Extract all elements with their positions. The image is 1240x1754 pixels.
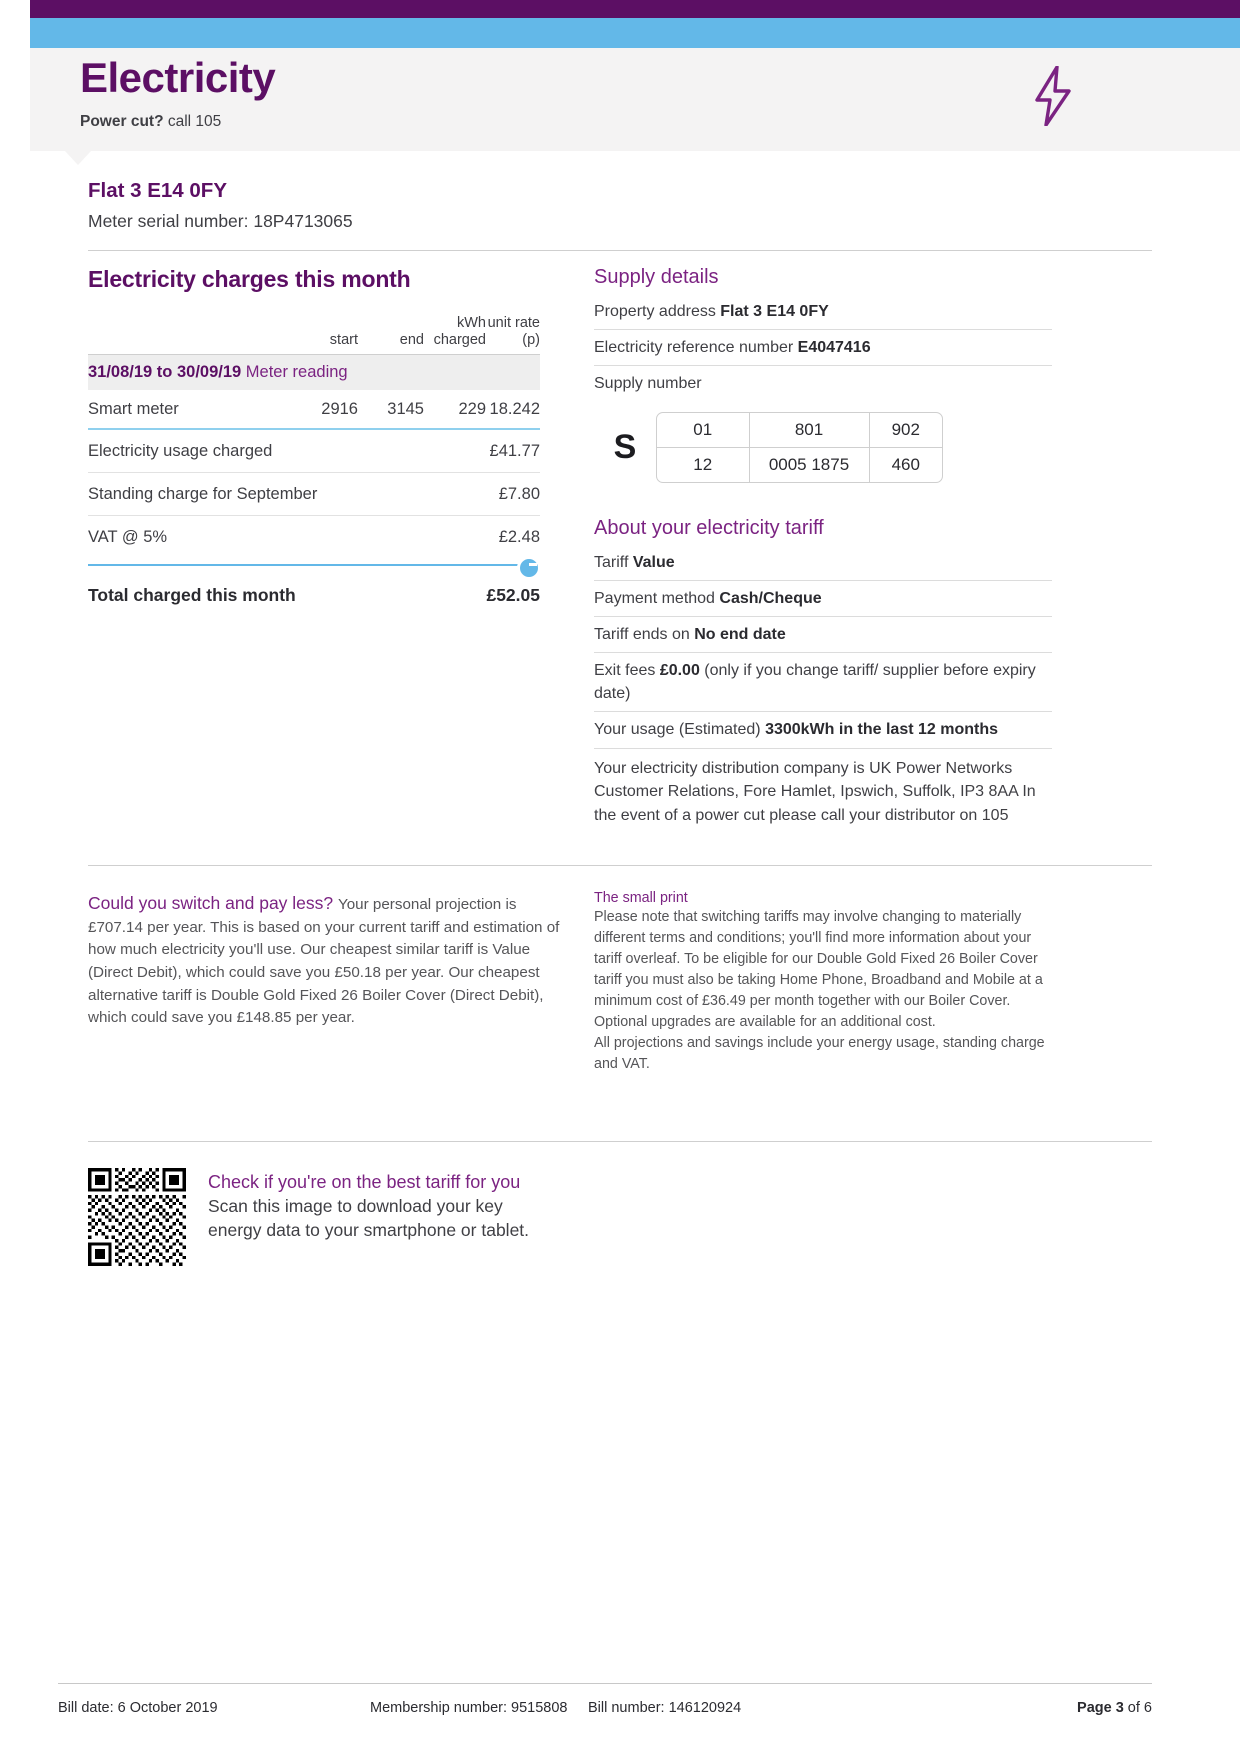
mpan-cell: 801 [749,413,869,448]
charge-label: Standing charge for September [88,473,424,516]
annual-usage-row: Your usage (Estimated) 3300kWh in the last 12 months [594,712,1052,748]
billing-period-label: Meter reading [241,363,348,382]
billing-period-dates: 31/08/19 to 30/09/19 [88,363,242,382]
exit-fees-value: £0.00 [659,662,700,680]
divider-above-switch [88,865,1152,866]
tariff-name-value: Value [632,553,675,571]
reading-kwh-charged: 229 [424,390,486,429]
tariff-end-value: No end date [694,625,786,643]
account-header [88,176,1152,234]
total-accent-divider [88,564,540,566]
mpan-cell: 0005 1875 [749,447,869,482]
billing-period-cell [88,355,540,391]
col-kwh-charged: kWh charged [424,315,486,355]
mpan-cell: 01 [657,413,749,448]
mpan-s-letter: S [613,427,637,466]
top-purple-bar [30,0,1240,18]
supply-details-list [594,294,1052,402]
small-print-paragraph-2: All projections and savings include your energy usage, standing charge and VAT. [594,1035,1045,1073]
divider-above-qr [88,1141,1152,1142]
payment-method-row: Payment method Cash/Cheque [594,581,1052,617]
electricity-reference-value: E4047416 [797,339,871,357]
divider-under-address [88,250,1152,251]
distribution-company-text: Your electricity distribution company is UK Power Networks Customer Relations, Fore Hamlet, Ipswich, Suffolk, IP3 8AA In the event of a power cut please call your distributor on 105 [594,759,1036,824]
property-address-value: Flat 3 E14 0FY [720,302,829,320]
masthead-notch [65,151,91,165]
small-print-paragraph-1: Please note that switching tariffs may involve changing to materially different terms and conditions; you'll find more information about your tariff overleaf. To be eligible for our Double Gold Fixed 26 Boiler Cover tariff you must also be taking Home Phone, Broadband and Mobile at a minimum cost of £36.49 per month together with our Boiler Cover. Optional upgrades are available for an additional cost. [594,909,1043,1031]
col-blank [88,315,278,355]
charge-label: Electricity usage charged [88,429,424,473]
qr-heading: Check if you're on the best tariff for you [208,1172,521,1193]
reading-start: 2916 [278,390,358,429]
tariff-details-list [594,545,1052,834]
table-row [88,473,540,516]
total-label: Total charged this month [88,585,296,606]
reading-end: 3145 [358,390,424,429]
footer-page-number: Page 3 of 6 [1077,1700,1152,1716]
payment-method-value: Cash/Cheque [719,589,822,607]
electricity-reference-row: Electricity reference number E4047416 [594,330,1052,366]
meter-reading-row [88,390,540,429]
qr-promo-block [88,1168,1152,1266]
switch-body: Your personal projection is £707.14 per year. This is based on your current tariff and estimation of how much electricity you'll use. Our cheapest similar tariff is Value (Direct Debit), which could save you £50.18 per year. Our cheapest alternative tariff is Double Gold Fixed 26 Boiler Cover (Direct Debit), which could save you £148.85 per year. [88,896,560,1027]
annual-usage-value: 3300kWh in the last 12 months [765,721,999,739]
charges-table [88,315,540,558]
reading-unit-rate: 18.242 [486,390,540,429]
charge-amount: £7.80 [424,473,540,516]
supply-details-heading: Supply details [594,265,719,288]
col-unit-rate: unit rate (p) [486,315,540,355]
charges-heading: Electricity charges this month [88,265,411,292]
property-address-row: Property address Flat 3 E14 0FY [594,294,1052,330]
switch-heading: Could you switch and pay less? [88,893,338,914]
tariff-end-row: Tariff ends on No end date [594,617,1052,653]
page-title: Electricity [80,54,276,101]
mpan-cell: 460 [869,447,942,482]
footer-bill-date: Bill date: 6 October 2019 [58,1700,218,1716]
mpan-row-bottom [657,447,942,482]
mpan-row-top [657,413,942,448]
table-row [88,429,540,473]
mpan-cell: 902 [869,413,942,448]
charges-table-header-row [88,315,540,355]
power-cut-label: Power cut? [80,113,164,131]
switch-and-save-block [88,890,562,1030]
billing-period-row [88,355,540,391]
small-print-heading: The small print [594,890,688,907]
qr-line-2: energy data to your smartphone or tablet. [208,1219,530,1240]
tariff-heading: About your electricity tariff [594,516,824,539]
charge-amount: £41.77 [424,429,540,473]
meter-type: Smart meter [88,390,278,429]
footer-bill-number: Bill number: 146120924 [588,1700,742,1716]
qr-line-1: Scan this image to download your key [208,1195,503,1216]
qr-code-icon [88,1168,186,1266]
footer-divider [58,1683,1152,1684]
exit-fees-note: (only if you change tariff/ supplier before expiry date) [594,662,1036,703]
mpan-cell: 12 [657,447,749,482]
charge-amount: £2.48 [498,528,540,547]
supply-address: Flat 3 E14 0FY [88,179,228,202]
meter-serial-number: Meter serial number: 18P4713065 [88,210,353,231]
top-blue-bar [30,18,1240,48]
power-cut-number: call 105 [163,113,222,131]
footer-membership-number: Membership number: 9515808 [370,1700,568,1716]
supply-number-block [594,412,1052,483]
page-footer [58,1700,1152,1716]
lightning-bolt-icon [1031,66,1075,131]
mpan-grid [656,412,943,483]
supply-number-label: Supply number [594,375,702,393]
col-start: start [278,315,358,355]
total-charged-row [88,566,540,606]
masthead [30,48,1240,151]
total-amount: £52.05 [486,585,540,606]
tariff-name-row: Tariff Value [594,545,1052,581]
exit-fees-row: Exit fees £0.00 (only if you change tariff/ supplier before expiry date) [594,653,1052,712]
col-end: end [358,315,424,355]
charge-label: VAT @ 5% [88,528,168,547]
table-row [88,516,540,559]
